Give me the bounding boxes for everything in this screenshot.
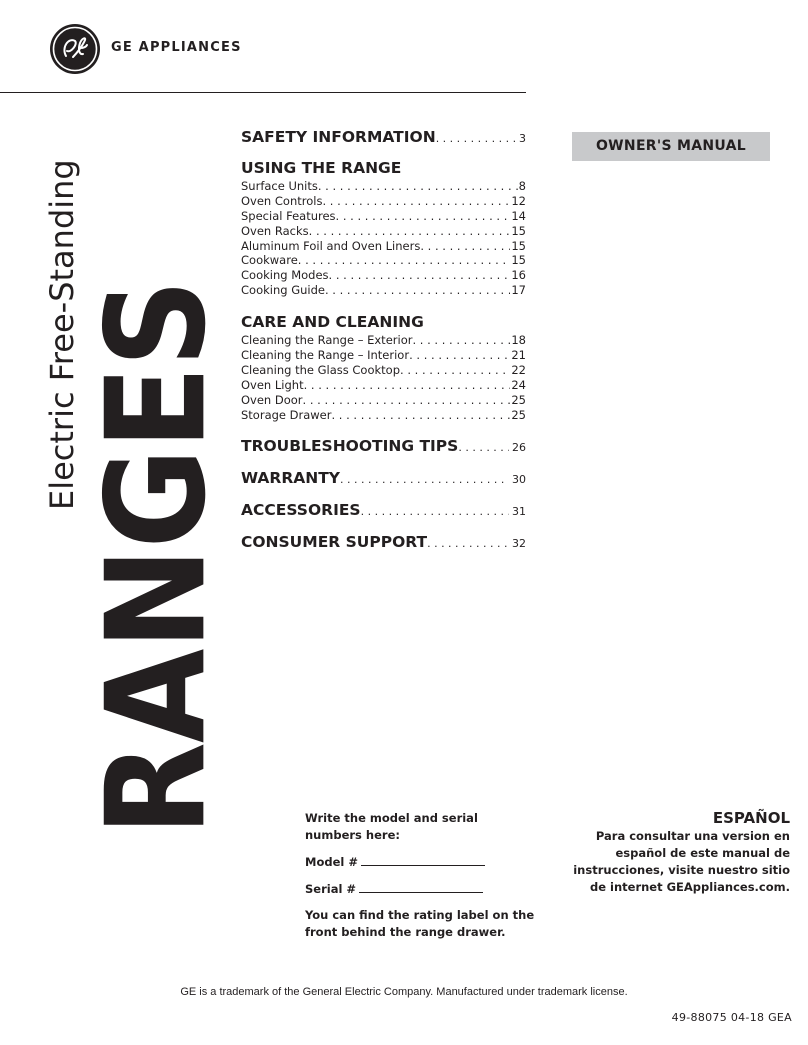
rating-note: You can find the rating label on the front behind the range drawer. [305,908,535,939]
owners-manual-badge [572,132,770,161]
ge-monogram-icon [49,23,101,75]
toc-item[interactable]: Cleaning the Range – Interior . . . 21 [241,348,526,363]
toc-item[interactable]: Cooking Guide . . . 17 [241,283,526,298]
badge-label: OWNER'S MANUAL [595,138,747,154]
toc-item[interactable]: Aluminum Foil and Oven Liners . . . 15 [241,239,526,254]
toc-item[interactable]: Cooking Modes . . . 16 [241,268,526,283]
toc-warranty[interactable]: WARRANTY . . . 30 [241,469,526,490]
document-number: 49-88075 04-18 GEA [671,1011,792,1024]
toc-item[interactable]: Cookware . . . 15 [241,253,526,268]
toc-item[interactable]: Cleaning the Glass Cooktop . . . 22 [241,363,526,378]
toc-page: 3 [519,132,526,145]
model-serial-block [305,810,535,950]
trademark-notice: GE is a trademark of the General Electric Company. Manufactured under trademark license. [180,986,628,998]
toc-item[interactable]: Oven Light . . . 24 [241,378,526,393]
toc-item[interactable]: Surface Units . . . 8 [241,179,526,194]
table-of-contents [241,128,526,554]
model-blank[interactable] [361,853,485,866]
toc-item[interactable]: Oven Door . . . 25 [241,393,526,408]
toc-item[interactable]: Cleaning the Range – Exterior . . . 18 [241,333,526,348]
toc-consumer-support[interactable]: CONSUMER SUPPORT . . . 32 [241,533,526,554]
brand-name: GE APPLIANCES [111,40,242,55]
serial-intro: Write the model and serial numbers here: [305,811,478,842]
toc-safety[interactable] [241,128,526,149]
spanish-body: Para consultar una version en español de este manual de instrucciones, visite nuestro sitio de internet GEAppliances.com. [573,829,790,894]
toc-item[interactable]: Oven Controls . . . 12 [241,194,526,209]
toc-heading-care: CARE AND CLEANING [241,313,424,332]
toc-label: SAFETY INFORMATION [241,128,436,146]
serial-line[interactable]: Serial # [305,880,535,898]
product-title: RANGES [76,280,236,836]
model-line[interactable]: Model # [305,853,535,871]
toc-item[interactable]: Special Features . . . 14 [241,209,526,224]
serial-blank[interactable] [359,880,483,893]
spanish-notice [560,808,790,896]
header-rule [0,92,526,93]
toc-accessories[interactable]: ACCESSORIES . . . 31 [241,501,526,522]
toc-item[interactable]: Storage Drawer . . . 25 [241,408,526,423]
spanish-title: ESPAÑOL [712,809,790,827]
toc-troubleshooting[interactable]: TROUBLESHOOTING TIPS . . . 26 [241,437,526,458]
product-subtitle: Electric Free-Standing [43,159,81,510]
toc-heading-using: USING THE RANGE [241,159,402,177]
toc-item[interactable]: Oven Racks . . . 15 [241,224,526,239]
